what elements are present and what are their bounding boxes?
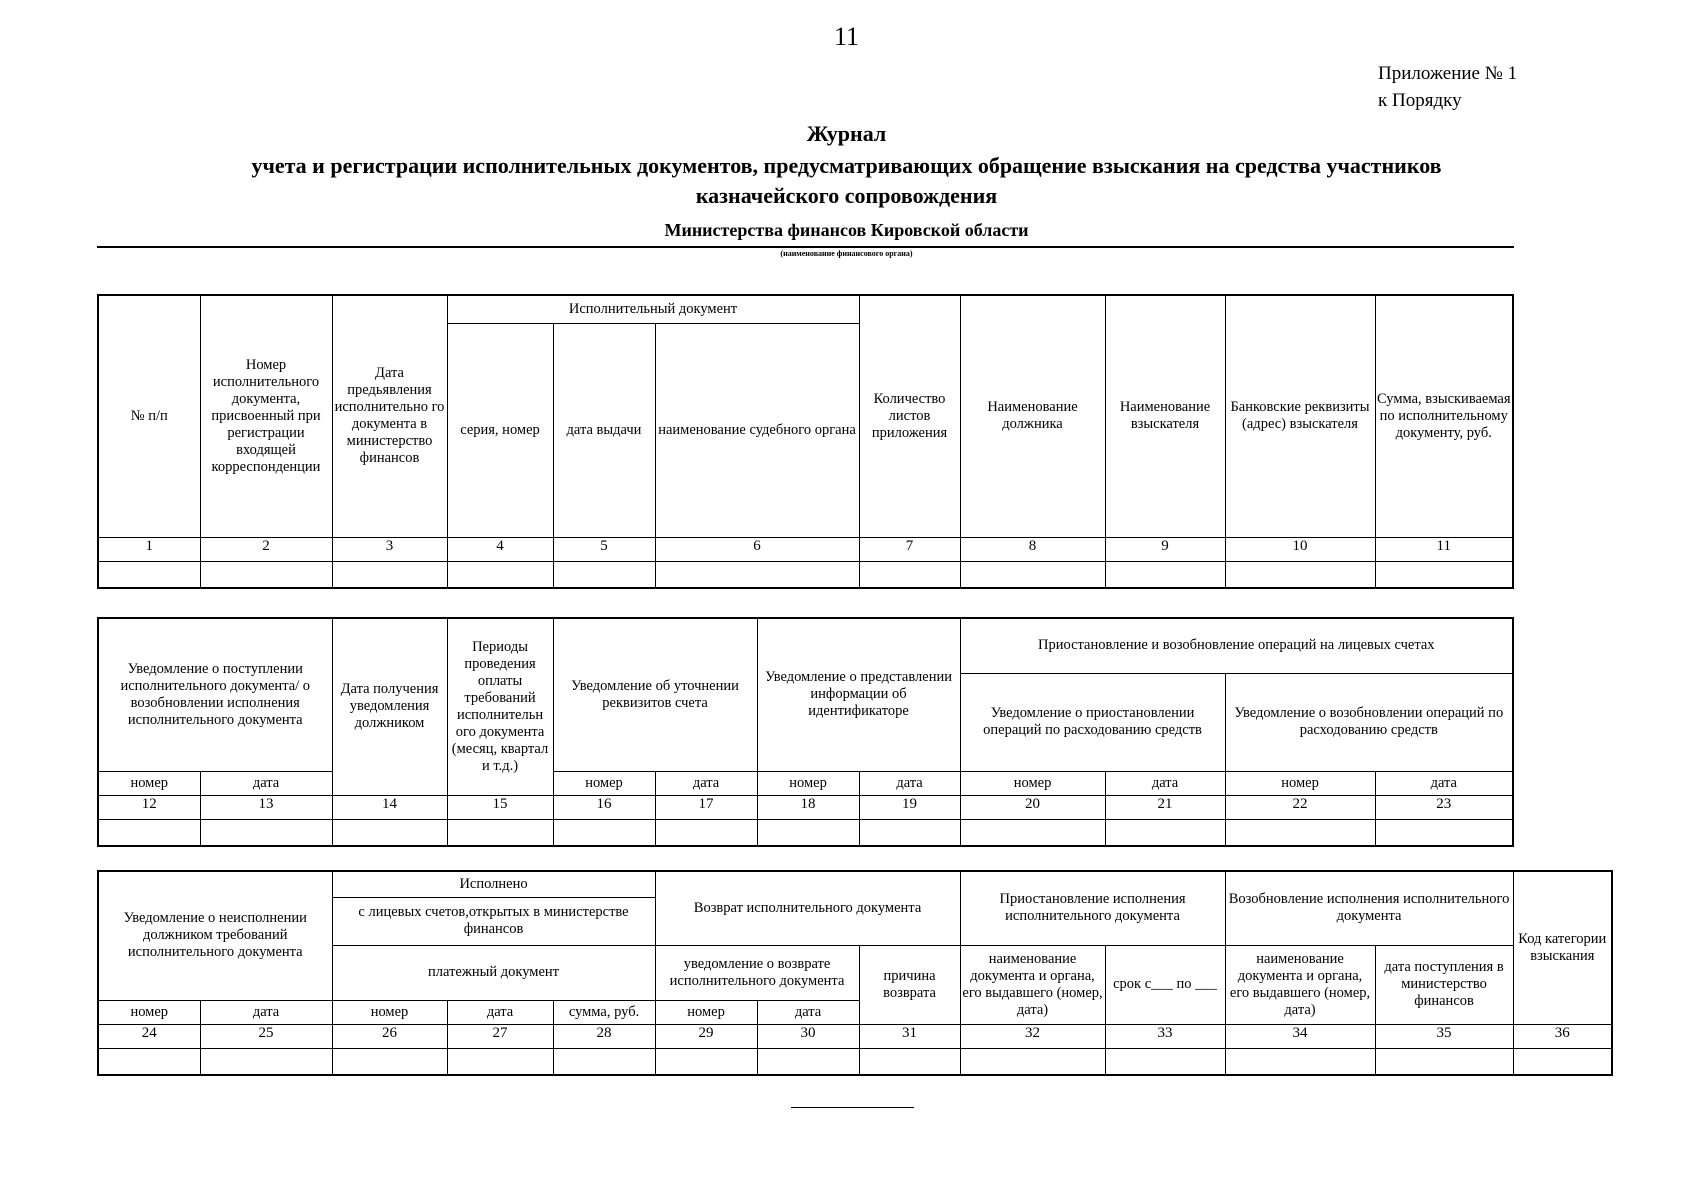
date-subheader: дата [200,1000,332,1024]
number-subheader: номер [98,1000,200,1024]
registration-table [97,294,1514,589]
from-accounts-header: с лицевых счетов,открытых в министерстве финансов [332,897,655,945]
column-number: 35 [1375,1024,1513,1048]
notice-nonexecution-header: Уведомление о неисполнении должником требований исполнительного документа [98,871,332,1000]
return-notice-header: уведомление о возврате исполнительного документа [655,945,859,1000]
return-reason-header: причина возврата [859,945,960,1024]
column-number: 13 [200,795,332,819]
column-number: 7 [859,537,960,561]
number-subheader: номер [553,771,655,795]
execution-table [97,870,1613,1076]
journal-subtitle-line-1: учета и регистрации исполнительных документов, предусматривающих обращение взыскания на средства участников [251,153,1442,178]
column-number: 29 [655,1024,757,1048]
sum-subheader: сумма, руб. [553,1000,655,1024]
column-number: 3 [332,537,447,561]
column-number: 18 [757,795,859,819]
column-number: 1 [98,537,200,561]
column-number: 25 [200,1024,332,1048]
col-number-header: № п/п [98,295,200,537]
notice-receipt-header: Уведомление о поступлении исполнительного документа/ о возобновлении исполнения исполнительного документа [98,618,332,771]
column-number: 17 [655,795,757,819]
column-number: 19 [859,795,960,819]
page-number: 11 [833,22,860,51]
receipt-date-header: дата поступления в министерство финансов [1375,945,1513,1024]
number-subheader: номер [332,1000,447,1024]
column-number: 9 [1105,537,1225,561]
date-subheader: дата [447,1000,553,1024]
column-number: 22 [1225,795,1375,819]
column-number: 26 [332,1024,447,1048]
col-claimant-header: Наименование взыскателя [1105,295,1225,537]
organization-underline [97,246,1514,248]
number-subheader: номер [757,771,859,795]
col-series-number-header: серия, номер [447,323,553,537]
notice-suspend-header: Уведомление о приостановлении операций по расходованию средств [960,673,1225,771]
appendix-note [1378,60,1517,114]
number-subheader: номер [1225,771,1375,795]
suspension-group-header: Приостановление исполнения исполнительного документа [960,871,1225,945]
column-number: 8 [960,537,1105,561]
notice-clarify-header: Уведомление об уточнении реквизитов счета [553,618,757,771]
column-number: 14 [332,795,447,819]
date-subheader: дата [200,771,332,795]
appendix-line-1: Приложение № 1 [1378,63,1518,84]
column-number: 6 [655,537,859,561]
col-sum-header: Сумма, взыскиваемая по исполнительному документу, руб. [1375,295,1513,537]
table-row [98,1048,1612,1075]
notice-identifier-header: Уведомление о представлении информации об идентификаторе [757,618,960,771]
column-number: 10 [1225,537,1375,561]
date-received-header: Дата получения уведомления должником [332,618,447,795]
col-issue-date-header: дата выдачи [553,323,655,537]
category-code-header: Код категории взыскания [1513,871,1612,1024]
journal-title: Журнал [806,121,887,146]
payment-document-header: платежный документ [332,945,655,1000]
closing-rule [791,1107,914,1108]
column-number: 2 [200,537,332,561]
column-number: 16 [553,795,655,819]
number-subheader: номер [98,771,200,795]
table-row [98,819,1513,846]
column-number: 21 [1105,795,1225,819]
column-number: 27 [447,1024,553,1048]
column-number: 36 [1513,1024,1612,1048]
suspension-resumption-group-header: Приостановление и возобновление операций на лицевых счетах [960,618,1513,673]
col-court-header: наименование судебного органа [655,323,859,537]
resumption-group-header: Возобновление исполнения исполнительного документа [1225,871,1513,945]
column-number: 20 [960,795,1105,819]
executed-group-header: Исполнено [332,871,655,897]
number-subheader: номер [960,771,1105,795]
column-number: 24 [98,1024,200,1048]
column-number: 33 [1105,1024,1225,1048]
column-number: 34 [1225,1024,1375,1048]
journal-subtitle-line-2: казначейского сопровождения [695,183,998,208]
col-bank-details-header: Банковские реквизиты (адрес) взыскателя [1225,295,1375,537]
column-number: 11 [1375,537,1513,561]
col-incoming-number-header: Номер исполнительного документа, присвоенный при регистрации входящей корреспонденции [200,295,332,537]
executive-document-group-header: Исполнительный документ [447,295,859,323]
column-number: 23 [1375,795,1513,819]
organization-caption: (наименование финансового органа) [780,249,913,258]
table-row [98,561,1513,588]
column-number: 28 [553,1024,655,1048]
payment-periods-header: Периоды проведения оплаты требований исполнительн ого документа (месяц, квартал и т.д.) [447,618,553,795]
organization-name: Министерства финансов Кировской области [664,220,1029,240]
col-presentation-date-header: Дата предьявления исполнительно го документа в министерство финансов [332,295,447,537]
resumption-issuer-header: наименование документа и органа, его выдавшего (номер, дата) [1225,945,1375,1024]
column-number: 12 [98,795,200,819]
column-number: 32 [960,1024,1105,1048]
suspension-issuer-header: наименование документа и органа, его выдавшего (номер, дата) [960,945,1105,1024]
date-subheader: дата [655,771,757,795]
notifications-table [97,617,1514,847]
col-debtor-header: Наименование должника [960,295,1105,537]
column-number: 5 [553,537,655,561]
date-subheader: дата [757,1000,859,1024]
column-number: 15 [447,795,553,819]
column-number: 4 [447,537,553,561]
col-attachment-sheets-header: Количество листов приложения [859,295,960,537]
suspension-term-header: срок с___ по ___ [1105,945,1225,1024]
notice-resume-header: Уведомление о возобновлении операций по расходованию средств [1225,673,1513,771]
date-subheader: дата [1105,771,1225,795]
column-number: 31 [859,1024,960,1048]
number-subheader: номер [655,1000,757,1024]
date-subheader: дата [1375,771,1513,795]
appendix-line-2: к Порядку [1378,90,1462,111]
date-subheader: дата [859,771,960,795]
return-document-group-header: Возврат исполнительного документа [655,871,960,945]
column-number: 30 [757,1024,859,1048]
